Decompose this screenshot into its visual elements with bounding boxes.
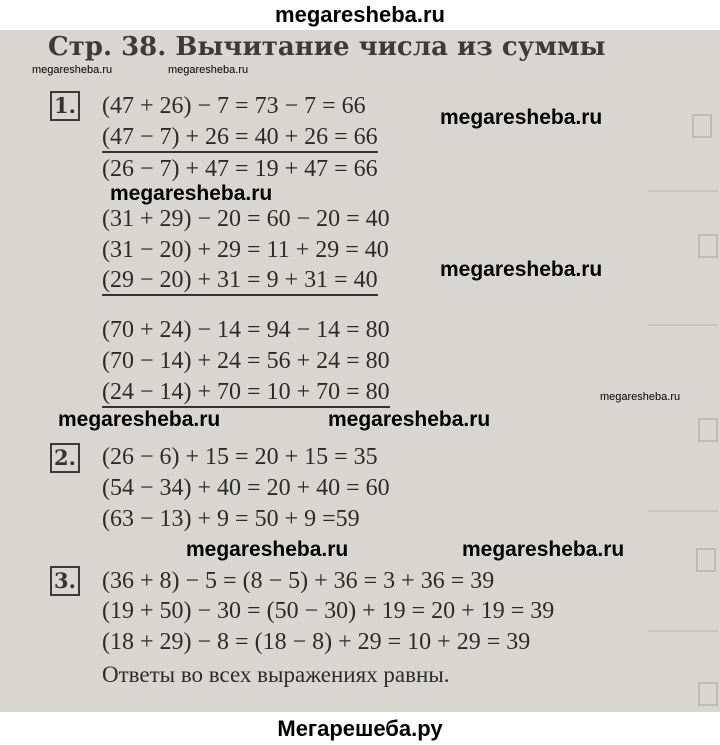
conclusion-text: Ответы во всех выражениях равны. <box>102 662 450 687</box>
equation-line: (19 + 50) − 30 = (50 − 30) + 19 = 20 + 19 = 39 <box>102 598 555 624</box>
site-header-text: megaresheba.ru <box>275 2 445 27</box>
task-number: 2. <box>50 443 80 473</box>
equation-line: (26 − 7) + 47 = 19 + 47 = 66 <box>102 156 378 182</box>
task-number: 3. <box>50 566 80 596</box>
page-title: Стр. 38. Вычитание числа из суммы <box>48 32 606 62</box>
watermark: megaresheba.ru <box>328 408 491 431</box>
equation-line: (26 − 6) + 15 = 20 + 15 = 35 <box>102 444 378 470</box>
equation-line: (29 − 20) + 31 = 9 + 31 = 40 <box>102 266 378 296</box>
watermark: megaresheba.ru <box>462 538 625 561</box>
equation-line: (63 − 13) + 9 = 50 + 9 =59 <box>102 506 360 532</box>
textbook-page-scan <box>0 30 720 712</box>
equation-line: (70 − 14) + 24 = 56 + 24 = 80 <box>102 348 390 374</box>
site-footer <box>0 712 720 745</box>
equation-line: (31 + 29) − 20 = 60 − 20 = 40 <box>102 206 390 232</box>
watermark: megaresheba.ru <box>58 408 221 431</box>
bleed-through-neighbour-page <box>648 70 720 710</box>
watermark: megaresheba.ru <box>600 391 681 403</box>
equation-line: (31 − 20) + 29 = 11 + 29 = 40 <box>102 237 389 263</box>
equation-line: (70 + 24) − 14 = 94 − 14 = 80 <box>102 317 390 343</box>
equation-line: (54 − 34) + 40 = 20 + 40 = 60 <box>102 475 390 501</box>
site-header <box>0 0 720 30</box>
watermark: megaresheba.ru <box>32 64 113 76</box>
equation-line: (47 − 7) + 26 = 40 + 26 = 66 <box>102 123 378 153</box>
watermark: megaresheba.ru <box>186 538 349 561</box>
watermark: megaresheba.ru <box>440 106 603 129</box>
task-number: 1. <box>50 91 80 121</box>
watermark: megaresheba.ru <box>110 182 273 205</box>
equation-line: (24 − 14) + 70 = 10 + 70 = 80 <box>102 378 390 408</box>
equation-line: (18 + 29) − 8 = (18 − 8) + 29 = 10 + 29 = 39 <box>102 629 531 655</box>
watermark: megaresheba.ru <box>440 258 603 281</box>
equation-line: (47 + 26) − 7 = 73 − 7 = 66 <box>102 93 366 119</box>
watermark: megaresheba.ru <box>168 64 249 76</box>
equation-line: (36 + 8) − 5 = (8 − 5) + 36 = 3 + 36 = 39 <box>102 568 495 594</box>
site-footer-text: Мегарешеба.ру <box>277 716 443 741</box>
